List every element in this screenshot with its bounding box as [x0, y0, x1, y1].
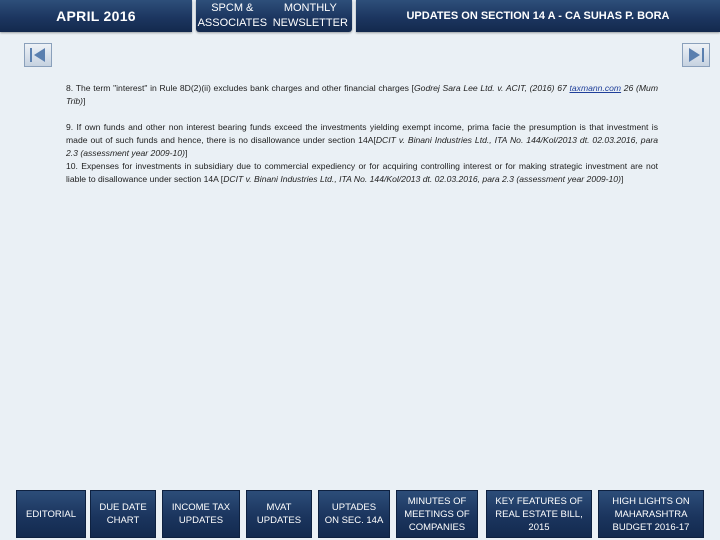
previous-page-button[interactable] [24, 43, 52, 67]
maharashtra-budget-button[interactable] [598, 490, 704, 538]
paragraph-8-text: 8. The term "interest" in Rule 8D(2)(ii) excludes bank charges and other financial charges [ [66, 83, 414, 93]
nav-button-line: MEETINGS OF [404, 508, 470, 520]
newsletter-line-1: SPCM & ASSOCIATES [197, 2, 268, 29]
nav-button-line: EDITORIAL [26, 508, 76, 520]
right-arrow-icon [687, 47, 705, 63]
nav-button-line: MAHARASHTRA [614, 508, 688, 520]
updates-sec-14a-button[interactable] [318, 490, 390, 538]
citation-10: DCIT v. Binani Industries Ltd., ITA No. 144/Kol/2013 dt. 02.03.2016, para 2.3 (assessment year 2009-10) [223, 174, 621, 184]
article-content [66, 82, 658, 186]
nav-button-line: COMPANIES [408, 521, 466, 533]
citation-9: DCIT v. Binani Industries Ltd., ITA No. 144/Kol/2013 dt. 02.03.2016, para 2.3 (assessment year 2009-10) [66, 135, 658, 158]
nav-button-line: REAL ESTATE BILL, [495, 508, 583, 520]
nav-button-line: KEY FEATURES OF [495, 495, 583, 507]
paragraph-9 [66, 121, 658, 160]
nav-button-line: UPDATES [178, 515, 224, 526]
nav-button-line: UPTADES [331, 502, 377, 513]
paragraph-8 [66, 82, 658, 108]
nav-button-line: MVAT [266, 502, 292, 513]
nav-button-line: HIGH LIGHTS ON [612, 495, 690, 507]
due-date-chart-button[interactable] [90, 490, 156, 538]
nav-button-line: BUDGET 2016-17 [612, 521, 690, 533]
mvat-updates-button[interactable] [246, 490, 312, 538]
citation-8-end: 26 (Mum Trib) [66, 83, 658, 106]
paragraph-10-text: 10. Expenses for investments in subsidiary due to commercial expediency or for acquiring controlling interest or for making strategic investment are not liable to disallowance under section 14A [ [66, 161, 658, 184]
left-arrow-icon [29, 47, 47, 63]
citation-8-text: Godrej Sara Lee Ltd. v. ACIT, (2016) 67 [413, 83, 570, 93]
paragraph-9-close: ] [184, 148, 188, 158]
paragraph-9-text: 9. If own funds and other non interest bearing funds exceed the investments yielding exempt income, prima facie the presumption is that investment is made out of such funds and hence, there is no disallowance under section 14A[ [66, 122, 658, 145]
taxmann-link[interactable]: taxmann.com [569, 83, 622, 93]
nav-button-line: 2015 [528, 521, 550, 533]
paragraph-10 [66, 160, 658, 186]
nav-button-line: ON SEC. 14A [324, 515, 384, 526]
newsletter-title [196, 0, 352, 32]
minutes-of-meetings-button[interactable] [396, 490, 478, 538]
nav-button-line: UPDATES [256, 515, 302, 526]
newsletter-line-2: MONTHLY NEWSLETTER [272, 2, 348, 29]
next-page-button[interactable] [682, 43, 710, 67]
nav-button-line: INCOME TAX [171, 502, 231, 513]
section-topic-title: UPDATES ON SECTION 14 A - CA SUHAS P. BORA [356, 0, 720, 32]
nav-button-line: DUE DATE [99, 502, 147, 513]
paragraph-10-close: ] [620, 174, 624, 184]
nav-button-line: CHART [106, 515, 140, 526]
editorial-button[interactable] [16, 490, 86, 538]
paragraph-8-close: ] [83, 96, 86, 106]
real-estate-bill-button[interactable] [486, 490, 592, 538]
nav-button-line: MINUTES OF [407, 495, 467, 507]
income-tax-updates-button[interactable] [162, 490, 240, 538]
bottom-navigation [0, 490, 720, 540]
month-title: APRIL 2016 [0, 0, 192, 32]
